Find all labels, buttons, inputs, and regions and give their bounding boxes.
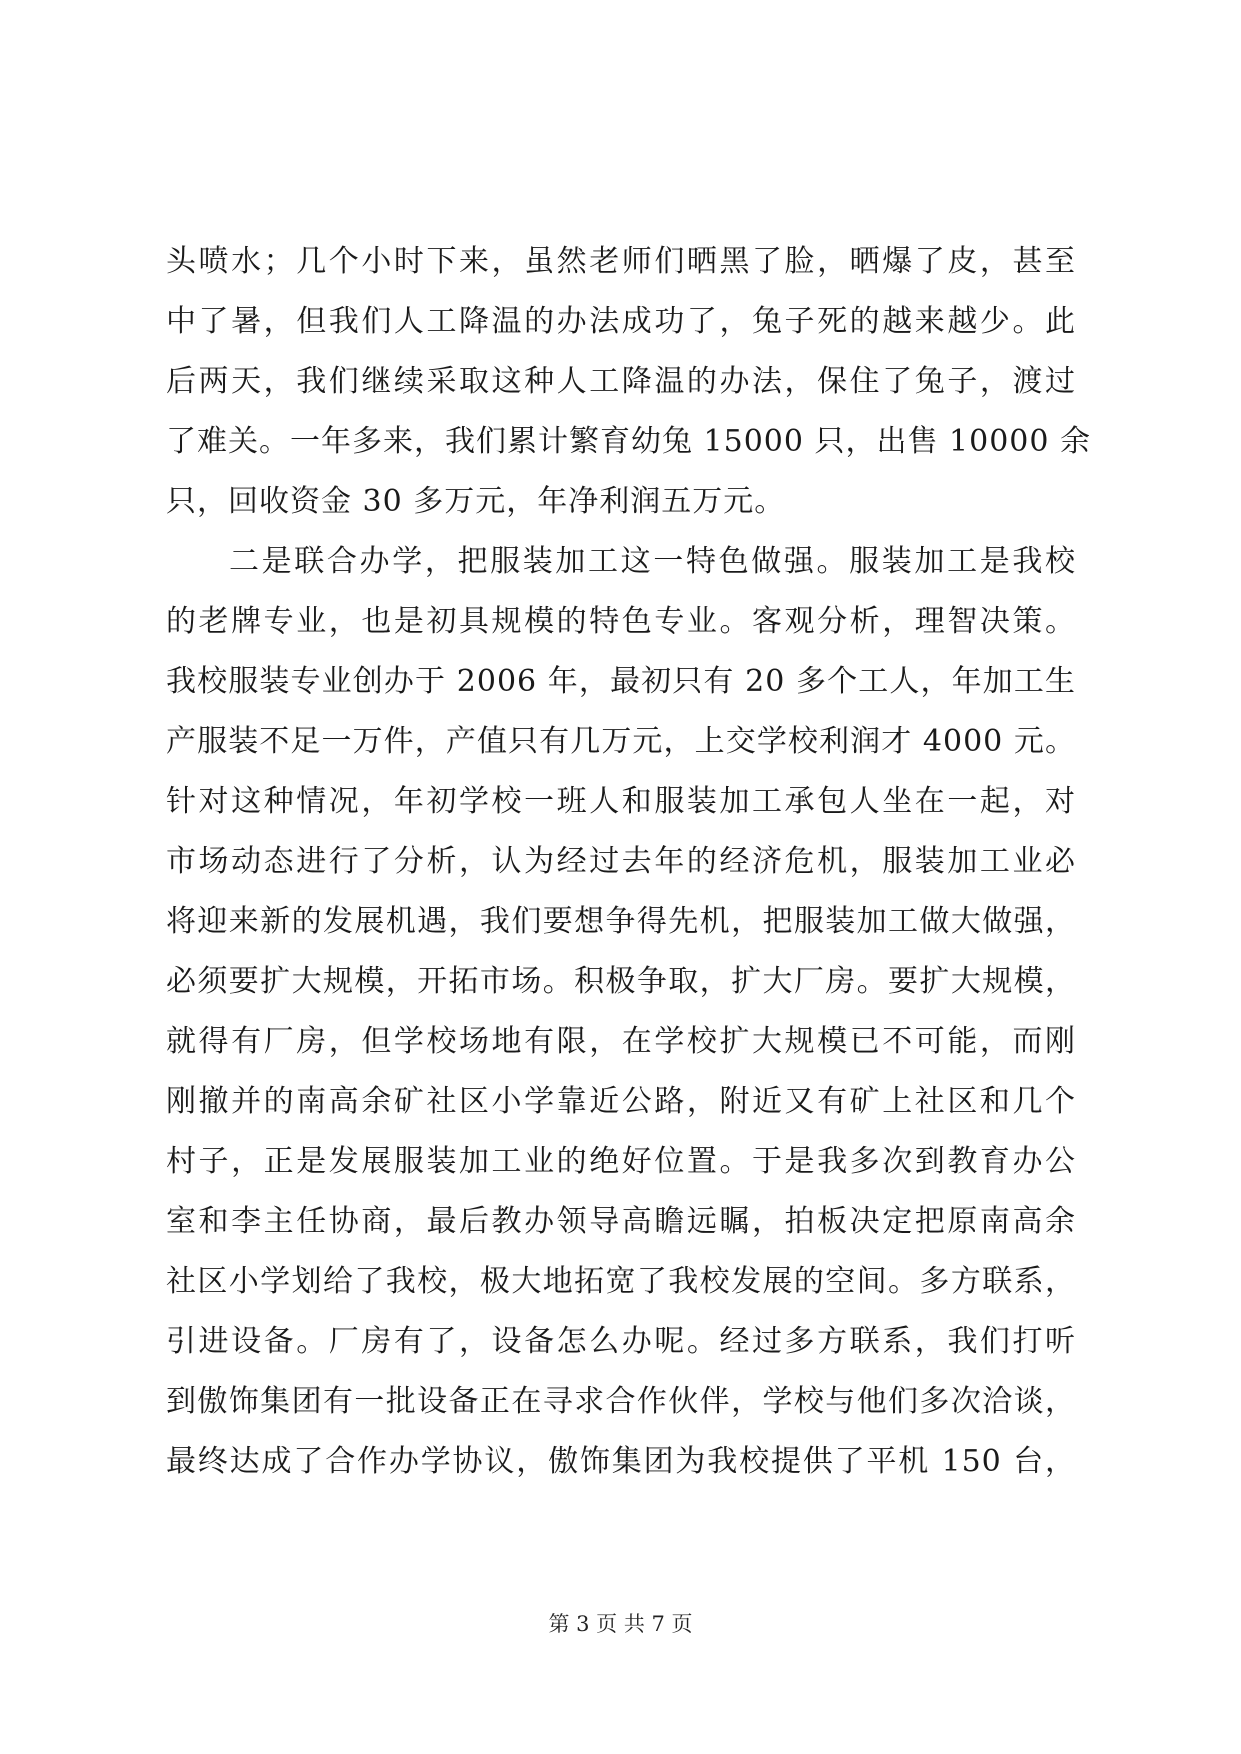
text-line: 市场动态进行了分析，认为经过去年的经济危机，服装加工业必 — [166, 844, 1076, 879]
text-line: 社区小学划给了我校，极大地拓宽了我校发展的空间。多方联系， — [166, 1264, 1076, 1299]
text-line: 针对这种情况，年初学校一班人和服装加工承包人坐在一起，对 — [166, 784, 1076, 819]
text-line: 就得有厂房，但学校场地有限，在学校扩大规模已不可能，而刚 — [166, 1024, 1076, 1059]
page-number: 第 3 页 共 7 页 — [548, 1612, 693, 1636]
text-line: 头喷水；几个小时下来，虽然老师们晒黑了脸，晒爆了皮，甚至 — [166, 244, 1076, 279]
text-line: 最终达成了合作办学协议，傲饰集团为我校提供了平机 150 台， — [166, 1444, 1076, 1479]
text-line: 的老牌专业，也是初具规模的特色专业。客观分析，理智决策。 — [166, 604, 1076, 639]
text-line: 刚撤并的南高余矿社区小学靠近公路，附近又有矿上社区和几个 — [166, 1084, 1076, 1119]
text-line: 室和李主任协商，最后教办领导高瞻远瞩，拍板决定把原南高余 — [166, 1204, 1076, 1239]
text-line: 只，回收资金 30 多万元，年净利润五万元。 — [166, 484, 786, 519]
text-line: 后两天，我们继续采取这种人工降温的办法，保住了兔子，渡过 — [166, 364, 1076, 399]
text-line: 了难关。一年多来，我们累计繁育幼兔 15000 只，出售 10000 余 — [166, 424, 1092, 459]
text-line: 我校服装专业创办于 2006 年，最初只有 20 多个工人，年加工生 — [166, 664, 1076, 699]
paragraph-start-line: 二是联合办学，把服装加工这一特色做强。服装加工是我校 — [229, 544, 1076, 579]
text-line: 产服装不足一万件，产值只有几万元，上交学校利润才 4000 元。 — [166, 724, 1076, 759]
text-line: 到傲饰集团有一批设备正在寻求合作伙伴，学校与他们多次洽谈， — [166, 1384, 1076, 1419]
page-footer — [0, 1608, 1241, 1638]
text-line: 引进设备。厂房有了，设备怎么办呢。经过多方联系，我们打听 — [166, 1324, 1076, 1359]
body-text — [166, 232, 1092, 1492]
text-line: 必须要扩大规模，开拓市场。积极争取，扩大厂房。要扩大规模， — [166, 964, 1076, 999]
text-line: 村子，正是发展服装加工业的绝好位置。于是我多次到教育办公 — [166, 1144, 1076, 1179]
text-line: 将迎来新的发展机遇，我们要想争得先机，把服装加工做大做强， — [166, 904, 1076, 939]
text-line: 中了暑，但我们人工降温的办法成功了，兔子死的越来越少。此 — [166, 304, 1076, 339]
